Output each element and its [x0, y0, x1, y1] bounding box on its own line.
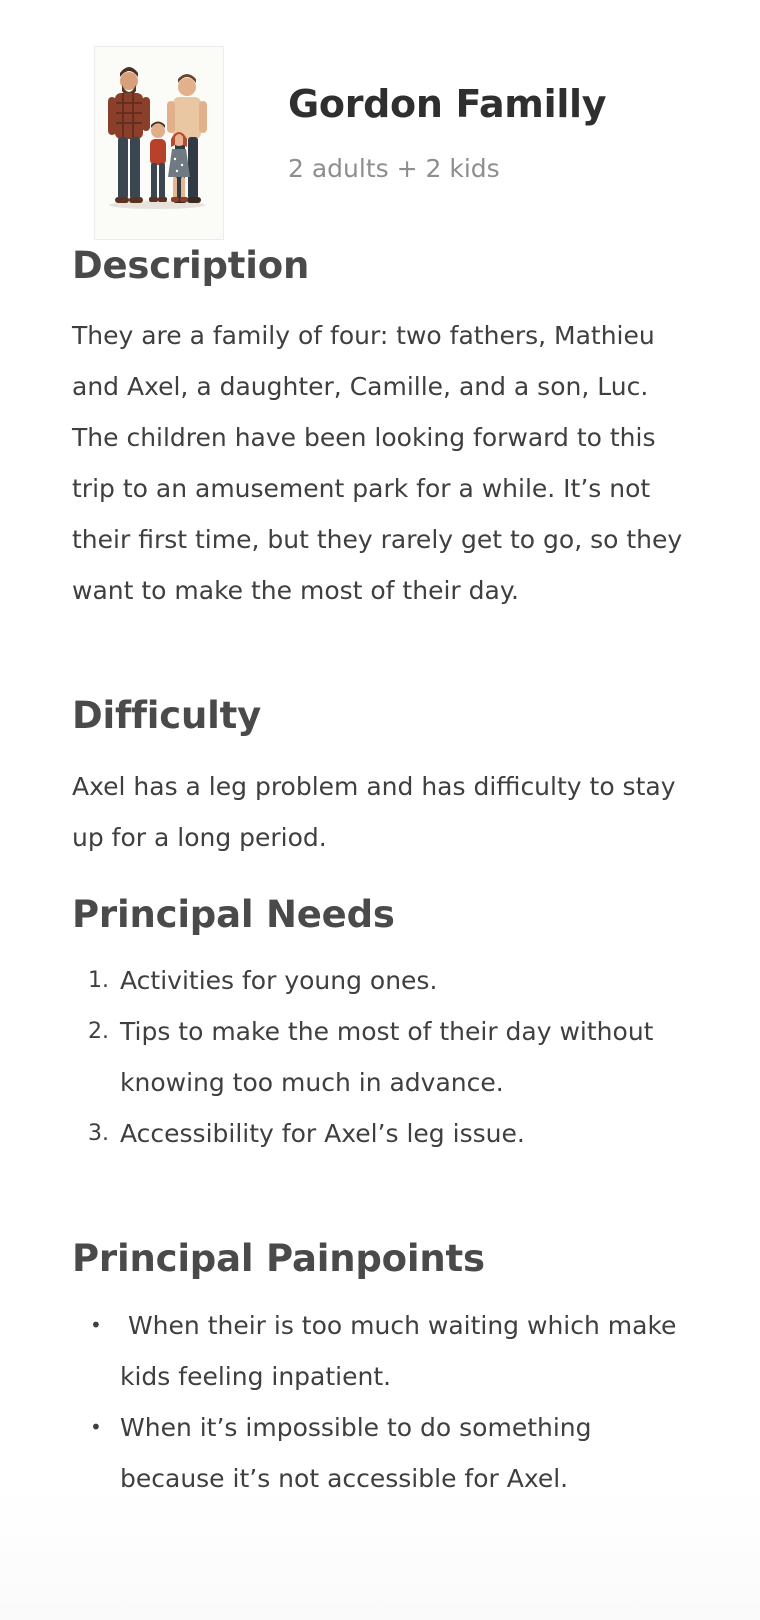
list-item-number: 1. [88, 968, 109, 994]
description-text: They are a family of four: two fathers, Mathieu and Axel, a daughter, Camille, and a son, Luc. The children have been looking forward to this trip to an amusement park for a while. It’s not their first time, but they rarely get to go, so they want to make the most of their day. [72, 321, 683, 606]
persona-subtitle: 2 adults + 2 kids [288, 154, 500, 183]
list-item [72, 1300, 692, 1402]
painpoints-heading: Principal Painpoints [72, 1237, 485, 1281]
persona-content [72, 236, 692, 1504]
painpoints-section [72, 1237, 692, 1503]
bullet-icon: • [90, 1414, 102, 1439]
list-item-text: Accessibility for Axel’s leg issue. [120, 1119, 525, 1149]
list-item-text: Activities for young ones. [120, 966, 438, 996]
needs-list [72, 955, 692, 1159]
needs-heading: Principal Needs [72, 892, 395, 936]
list-item-text: Tips to make the most of their day without knowing too much in advance. [120, 1017, 654, 1098]
painpoints-list [72, 1300, 692, 1504]
difficulty-section [72, 694, 692, 862]
difficulty-heading: Difficulty [72, 694, 262, 738]
list-item-text: When it’s impossible to do something because it’s not accessible for Axel. [120, 1412, 592, 1493]
list-item-number: 2. [88, 1019, 109, 1045]
persona-header [94, 46, 694, 240]
list-item-number: 3. [88, 1121, 109, 1147]
description-section [72, 244, 692, 616]
list-item [72, 955, 692, 1006]
family-illustration-icon [95, 47, 224, 240]
list-item-text: When their is too much waiting which make kids feeling inpatient. [120, 1310, 685, 1391]
list-item [72, 1006, 692, 1108]
difficulty-text: Axel has a leg problem and has difficulty to stay up for a long period. [72, 771, 676, 852]
persona-name: Gordon Familly [288, 82, 607, 126]
list-item [72, 1108, 692, 1159]
description-heading: Description [72, 244, 310, 287]
needs-section [72, 893, 692, 1159]
list-item [72, 1402, 692, 1504]
avatar [94, 46, 224, 240]
bullet-icon: • [90, 1312, 102, 1337]
